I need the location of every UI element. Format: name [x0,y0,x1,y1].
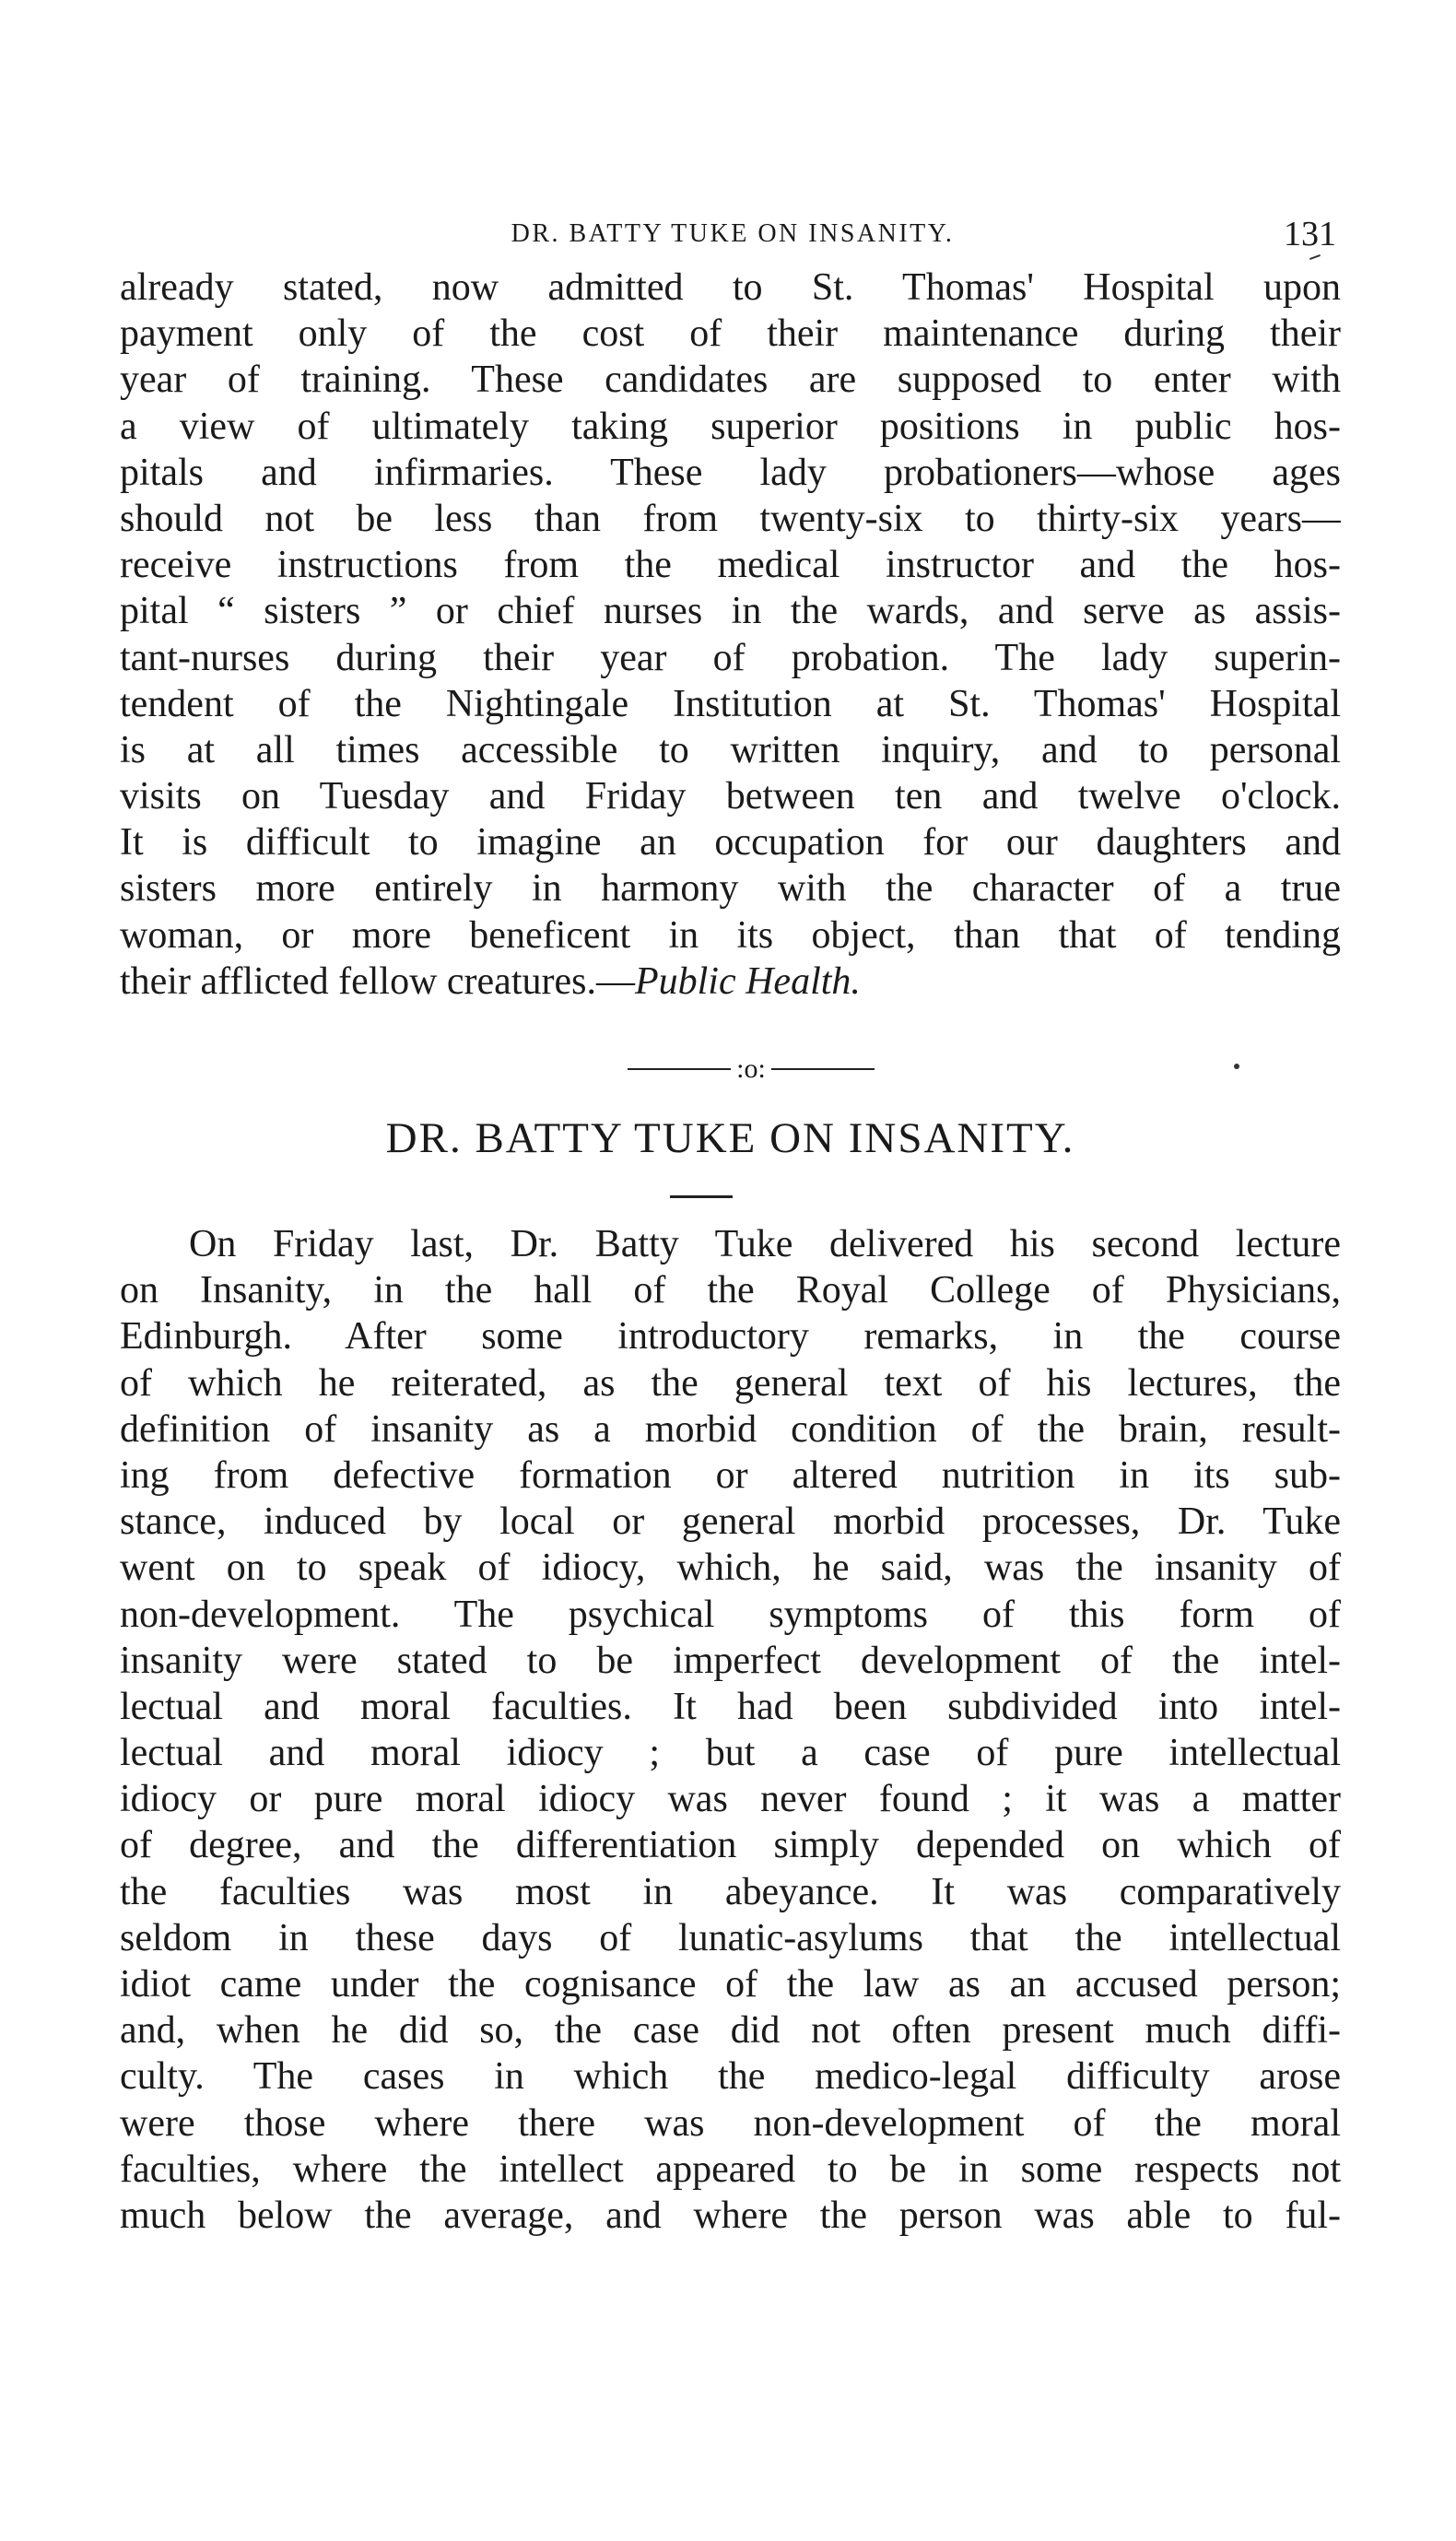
text-line: insanity were stated to be imperfect development of the intel- [120,1639,1341,1682]
text-line: idiot came under the cognisance of the law as an accused person; [120,1963,1341,2006]
text-line: a view of ultimately taking superior positions in public hos- [120,405,1341,448]
text-line: sisters more entirely in harmony with the character of a true [120,867,1341,911]
text-line: should not be less than from twenty-six to thirty-six years— [120,497,1341,540]
text-line: lectual and moral faculties. It had been subdivided into intel- [120,1685,1341,1728]
text-line: visits on Tuesday and Friday between ten and twelve o'clock. [120,775,1341,818]
title-rule [670,1195,733,1198]
text-line: of which he reiterated, as the general text of his lectures, the [120,1361,1341,1405]
separator-glyph: :o: [736,1053,766,1084]
text-line: non-development. The psychical symptoms of this form of [120,1593,1341,1636]
text-line: culty. The cases in which the medico-legal difficulty arose [120,2055,1341,2099]
article-title: DR. BATTY TUKE ON INSANITY. [385,1114,1075,1162]
text-line: definition of insanity as a morbid condition of the brain, result- [120,1407,1341,1451]
page-number: 131 [1284,215,1336,253]
continued-paragraph [120,265,1341,1005]
running-head [129,214,1336,256]
text-line: year of training. These candidates are supposed to enter with [120,359,1341,402]
text-line: idiocy or pure moral idiocy was never found ; it was a matter [120,1778,1341,1821]
text-line: stance, induced by local or general morbid processes, Dr. Tuke [120,1500,1341,1544]
text-line: pital “ sisters ” or chief nurses in the wards, and serve as assis- [120,590,1341,633]
text-line: receive instructions from the medical instructor and the hos- [120,544,1341,587]
source-citation: Public Health. [634,959,861,1003]
text-line: on Insanity, in the hall of the Royal College of Physicians, [120,1269,1341,1312]
text-line: It is difficult to imagine an occupation for our daughters and [120,821,1341,865]
separator-rule-right [771,1068,875,1070]
closing-text: their afflicted fellow creatures.— [120,959,635,1003]
text-line: and, when he did so, the case did not often present much diffi- [120,2009,1341,2053]
text-line: tendent of the Nightingale Institution at St. Thomas' Hospital [120,682,1341,725]
text-line: pitals and infirmaries. These lady probationers—whose ages [120,451,1341,494]
text-line: ing from defective formation or altered nutrition in its sub- [120,1453,1341,1497]
text-line: much below the average, and where the person was able to ful- [120,2194,1341,2237]
section-separator [581,1051,922,1088]
text-line: payment only of the cost of their maintenance during their [120,312,1341,356]
text-line-last [120,959,1341,1005]
text-line: faculties, where the intellect appeared to be in some respects not [120,2147,1341,2191]
text-line: tant-nurses during their year of probation. The lady superin- [120,636,1341,679]
text-line: is at all times accessible to written inquiry, and to personal [120,728,1341,771]
text-line: the faculties was most in abeyance. It was comparatively [120,1870,1341,1913]
text-line: lectual and moral idiocy ; but a case of pure intellectual [120,1732,1341,1775]
separator-rule-left [628,1068,731,1070]
text-line: seldom in these days of lunatic-asylums that the intellectual [120,1916,1341,1959]
text-line: Edinburgh. After some introductory remarks, in the course [120,1315,1341,1359]
text-line: On Friday last, Dr. Batty Tuke delivered his second lecture [189,1223,1341,1265]
running-title: DR. BATTY TUKE ON INSANITY. [511,219,955,248]
text-line: already stated, now admitted to St. Thomas' Hospital upon [120,266,1341,309]
article-body [120,1221,1341,2239]
stray-ink-dot [1234,1064,1239,1069]
text-line: woman, or more beneficent in its object, than that of tending [120,913,1341,957]
text-line: were those where there was non-development of the moral [120,2101,1341,2145]
text-line: went on to speak of idiocy, which, he said, was the insanity of [120,1547,1341,1590]
text-line: of degree, and the differentiation simply depended on which of [120,1824,1341,1867]
